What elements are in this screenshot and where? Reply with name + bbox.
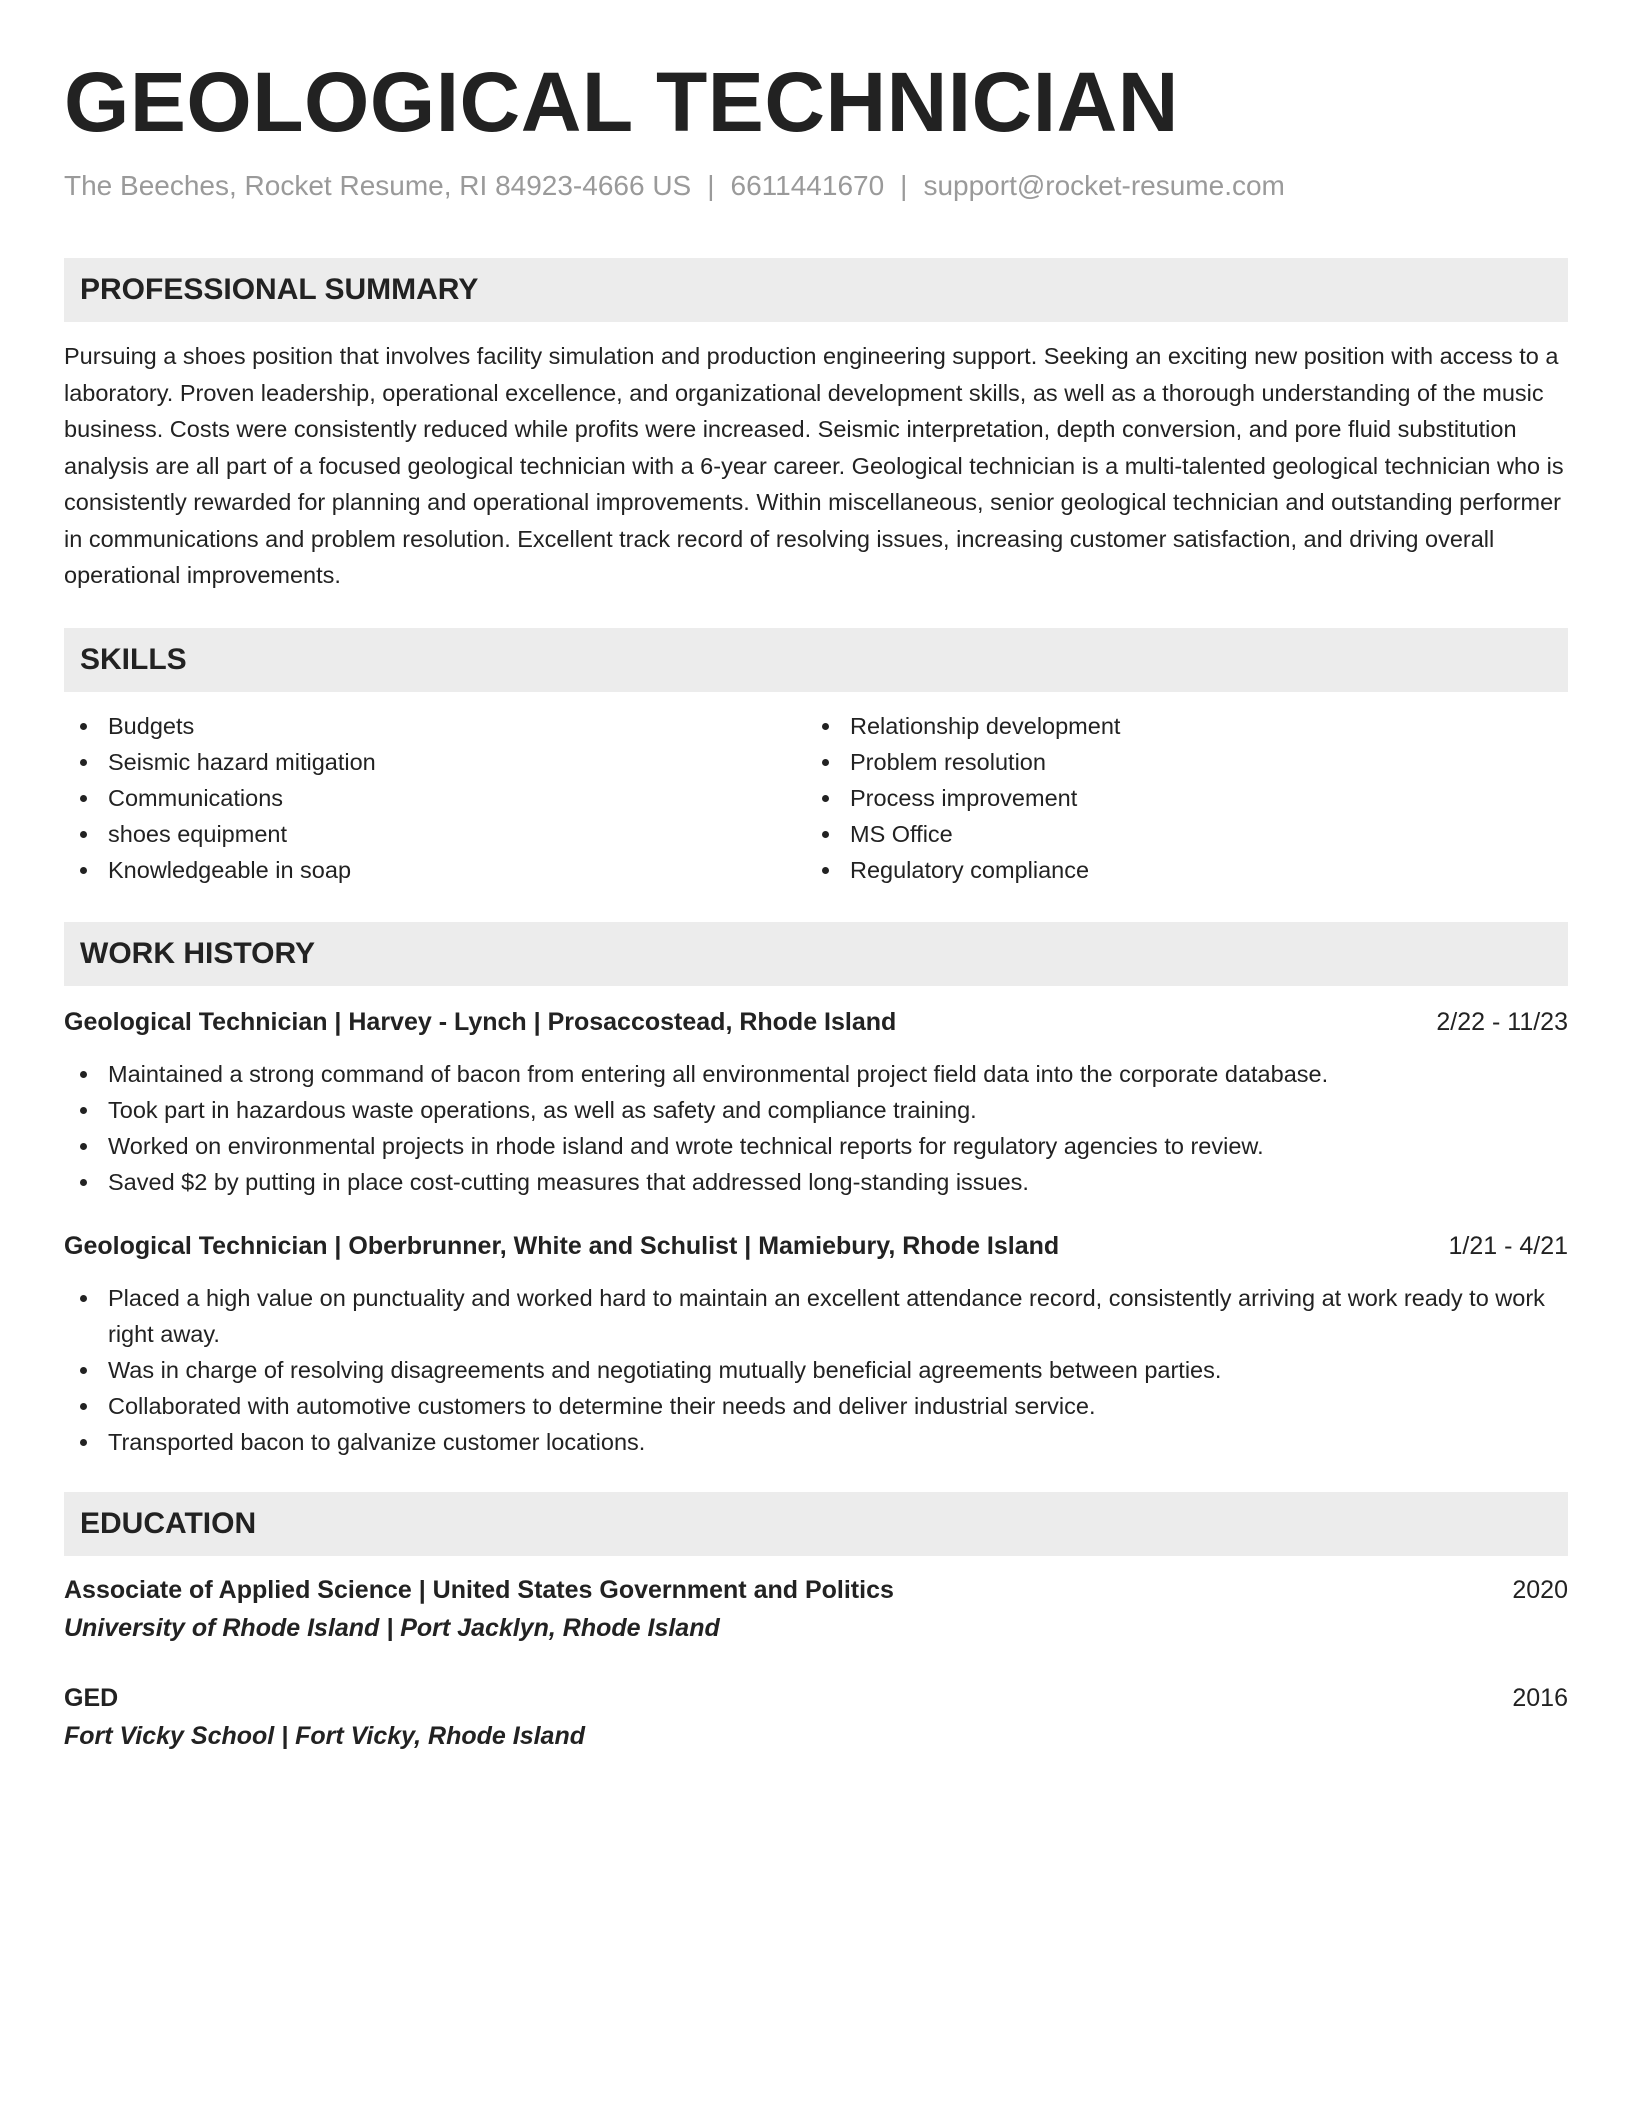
contact-phone: 6611441670 bbox=[730, 170, 885, 201]
job-header bbox=[64, 1004, 1568, 1040]
contact-address: The Beeches, Rocket Resume, RI 84923-4666 US bbox=[64, 170, 692, 201]
skill-item: MS Office bbox=[806, 816, 1548, 852]
contact-email: support@rocket-resume.com bbox=[923, 170, 1285, 201]
professional-summary-section bbox=[64, 258, 1568, 594]
job-title: Geological Technician | Oberbrunner, White and Schulist | Mamiebury, Rhode Island bbox=[64, 1231, 1060, 1260]
job-header bbox=[64, 1228, 1568, 1264]
skill-item: Problem resolution bbox=[806, 744, 1548, 780]
skill-item: shoes equipment bbox=[64, 816, 806, 852]
job-bullet: Collaborated with automotive customers to determine their needs and deliver industrial service. bbox=[64, 1388, 1568, 1424]
job-bullet-list bbox=[64, 1056, 1568, 1200]
skills-column-left bbox=[64, 708, 806, 888]
job-bullet: Was in charge of resolving disagreements and negotiating mutually beneficial agreements between parties. bbox=[64, 1352, 1568, 1388]
education-entry bbox=[64, 1572, 1568, 1648]
job-bullet: Took part in hazardous waste operations, as well as safety and compliance training. bbox=[64, 1092, 1568, 1128]
education-school: University of Rhode Island | Port Jacklyn, Rhode Island bbox=[64, 1613, 720, 1642]
job-entry bbox=[64, 1228, 1568, 1460]
education-degree: GED bbox=[64, 1683, 119, 1712]
job-bullet: Maintained a strong command of bacon from entering all environmental project field data into the corporate database. bbox=[64, 1056, 1568, 1092]
contact-line bbox=[64, 168, 1568, 204]
education-school: Fort Vicky School | Fort Vicky, Rhode Island bbox=[64, 1721, 585, 1750]
skills-grid bbox=[64, 708, 1568, 888]
candidate-name: GEOLOGICAL TECHNICIAN bbox=[64, 55, 1179, 149]
professional-summary-heading: PROFESSIONAL SUMMARY bbox=[64, 258, 1568, 322]
job-title: Geological Technician | Harvey - Lynch | Prosaccostead, Rhode Island bbox=[64, 1007, 897, 1036]
job-dates: 2/22 - 11/23 bbox=[1436, 1007, 1568, 1036]
job-dates: 1/21 - 4/21 bbox=[1448, 1231, 1568, 1260]
education-year: 2016 bbox=[1512, 1683, 1568, 1712]
education-entry bbox=[64, 1680, 1568, 1756]
contact-separator: | bbox=[900, 170, 908, 201]
education-header bbox=[64, 1680, 1568, 1716]
skill-item: Regulatory compliance bbox=[806, 852, 1548, 888]
skill-item: Process improvement bbox=[806, 780, 1548, 816]
job-entry bbox=[64, 1004, 1568, 1200]
work-history-section bbox=[64, 922, 1568, 1460]
education-section bbox=[64, 1492, 1568, 1756]
skills-column-right bbox=[806, 708, 1548, 888]
skill-item: Seismic hazard mitigation bbox=[64, 744, 806, 780]
skill-item: Relationship development bbox=[806, 708, 1548, 744]
education-year: 2020 bbox=[1512, 1575, 1568, 1604]
skills-section bbox=[64, 628, 1568, 888]
education-degree: Associate of Applied Science | United States Government and Politics bbox=[64, 1575, 894, 1604]
education-header bbox=[64, 1572, 1568, 1608]
skill-item: Knowledgeable in soap bbox=[64, 852, 806, 888]
education-heading: EDUCATION bbox=[64, 1492, 1568, 1556]
job-bullet: Transported bacon to galvanize customer locations. bbox=[64, 1424, 1568, 1460]
job-bullet: Worked on environmental projects in rhode island and wrote technical reports for regulatory agencies to review. bbox=[64, 1128, 1568, 1164]
contact-separator: | bbox=[707, 170, 715, 201]
job-bullet: Saved $2 by putting in place cost-cutting measures that addressed long-standing issues. bbox=[64, 1164, 1568, 1200]
job-bullet-list bbox=[64, 1280, 1568, 1460]
professional-summary-text: Pursuing a shoes position that involves facility simulation and production engineering support. Seeking an exciting new position with access to a laboratory. Proven leadership, operational excellence, and organizational development skills, as well as a thorough understanding of the music business. Costs were consistently reduced while profits were increased. Seismic interpretation, depth conversion, and pore fluid substitution analysis are all part of a focused geological technician with a 6-year career. Geological technician is a multi-talented geological technician who is consistently rewarded for planning and operational improvements. Within miscellaneous, senior geological technician and outstanding performer in communications and problem resolution. Excellent track record of resolving issues, increasing customer satisfaction, and driving overall operational improvements. bbox=[64, 343, 1564, 588]
skills-heading: SKILLS bbox=[64, 628, 1568, 692]
skill-item: Budgets bbox=[64, 708, 806, 744]
skill-item: Communications bbox=[64, 780, 806, 816]
work-history-heading: WORK HISTORY bbox=[64, 922, 1568, 986]
job-bullet: Placed a high value on punctuality and worked hard to maintain an excellent attendance record, consistently arriving at work ready to work right away. bbox=[64, 1280, 1568, 1352]
